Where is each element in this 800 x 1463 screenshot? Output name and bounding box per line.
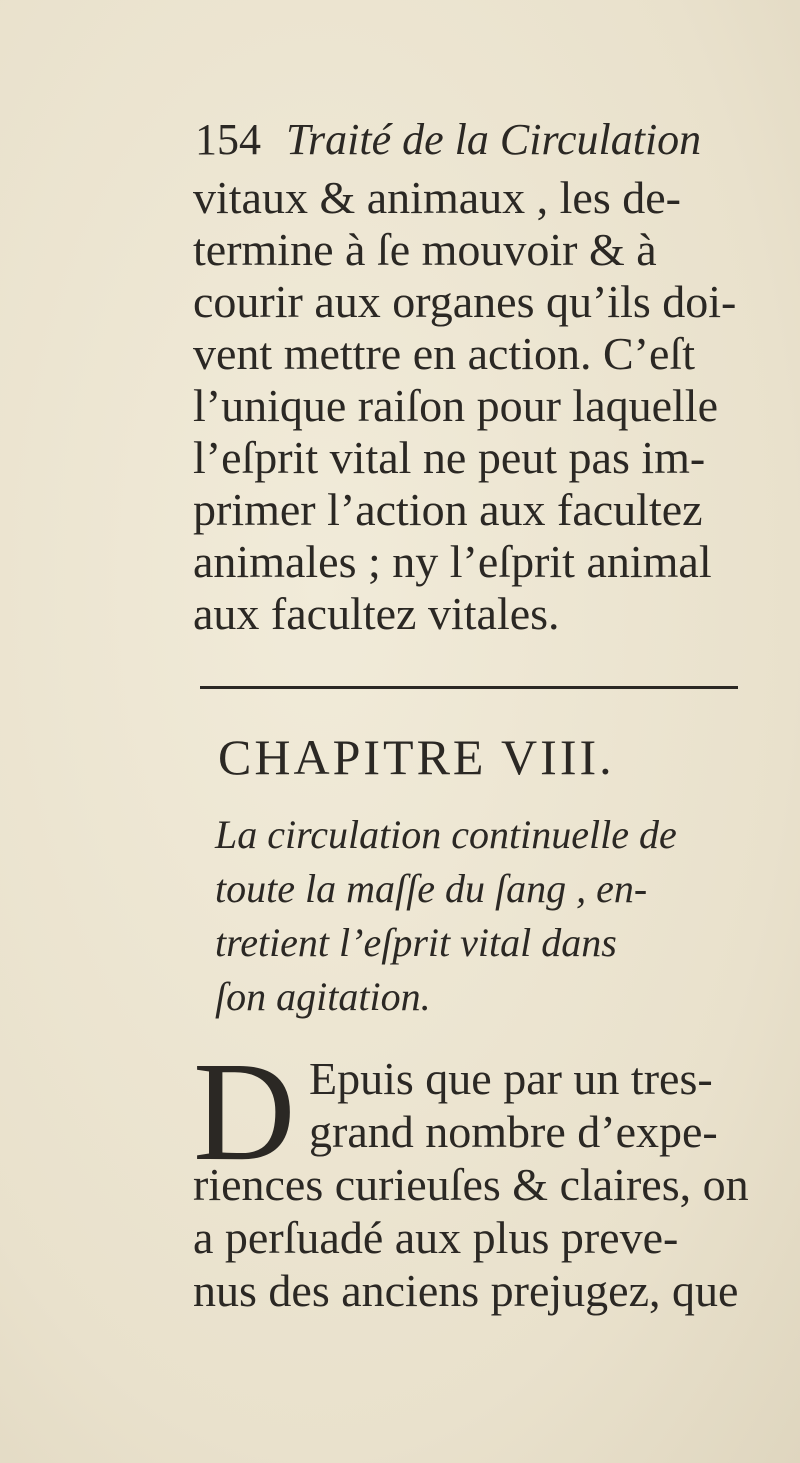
summary-line: ſon agitation.: [215, 974, 431, 1019]
summary-line: La circulation continuelle de: [215, 812, 677, 857]
chapter-heading: CHAPITRE VIII.: [218, 729, 615, 785]
section-divider: [200, 686, 738, 689]
text-line: a perſuadé aux plus preve-: [193, 1212, 679, 1263]
summary-line: toute la maſſe du ſang , en-: [215, 866, 648, 911]
text-line: l’eſprit vital ne peut pas im-: [193, 432, 706, 483]
text-line: l’unique raiſon pour laquelle: [193, 380, 719, 431]
running-title: Traité de la Circulation: [286, 115, 702, 164]
page-number: 154: [195, 115, 261, 164]
text-line: courir aux organes qu’ils doi-: [193, 276, 737, 327]
summary-line: tretient l’eſprit vital dans: [215, 920, 617, 965]
text-line: aux facultez vitales.: [193, 588, 560, 639]
drop-cap: D: [193, 1032, 296, 1190]
text-line: grand nombre d’expe-: [309, 1106, 718, 1157]
text-line: Epuis que par un tres-: [309, 1053, 713, 1104]
text-line: vitaux & animaux , les de-: [193, 172, 681, 223]
opening-paragraph: [193, 1052, 783, 1317]
text-line: vent mettre en action. C’eſt: [193, 328, 695, 379]
text-line: termine à ſe mouvoir & à: [193, 224, 657, 275]
text-line: animales ; ny l’eſprit animal: [193, 536, 712, 587]
text-line: nus des anciens prejugez, que: [193, 1265, 739, 1316]
continued-paragraph: [193, 172, 773, 640]
chapter-summary: [215, 808, 775, 1024]
running-header: [195, 115, 702, 164]
text-line: riences curieuſes & claires, on: [193, 1159, 749, 1210]
text-line: primer l’action aux facultez: [193, 484, 703, 535]
